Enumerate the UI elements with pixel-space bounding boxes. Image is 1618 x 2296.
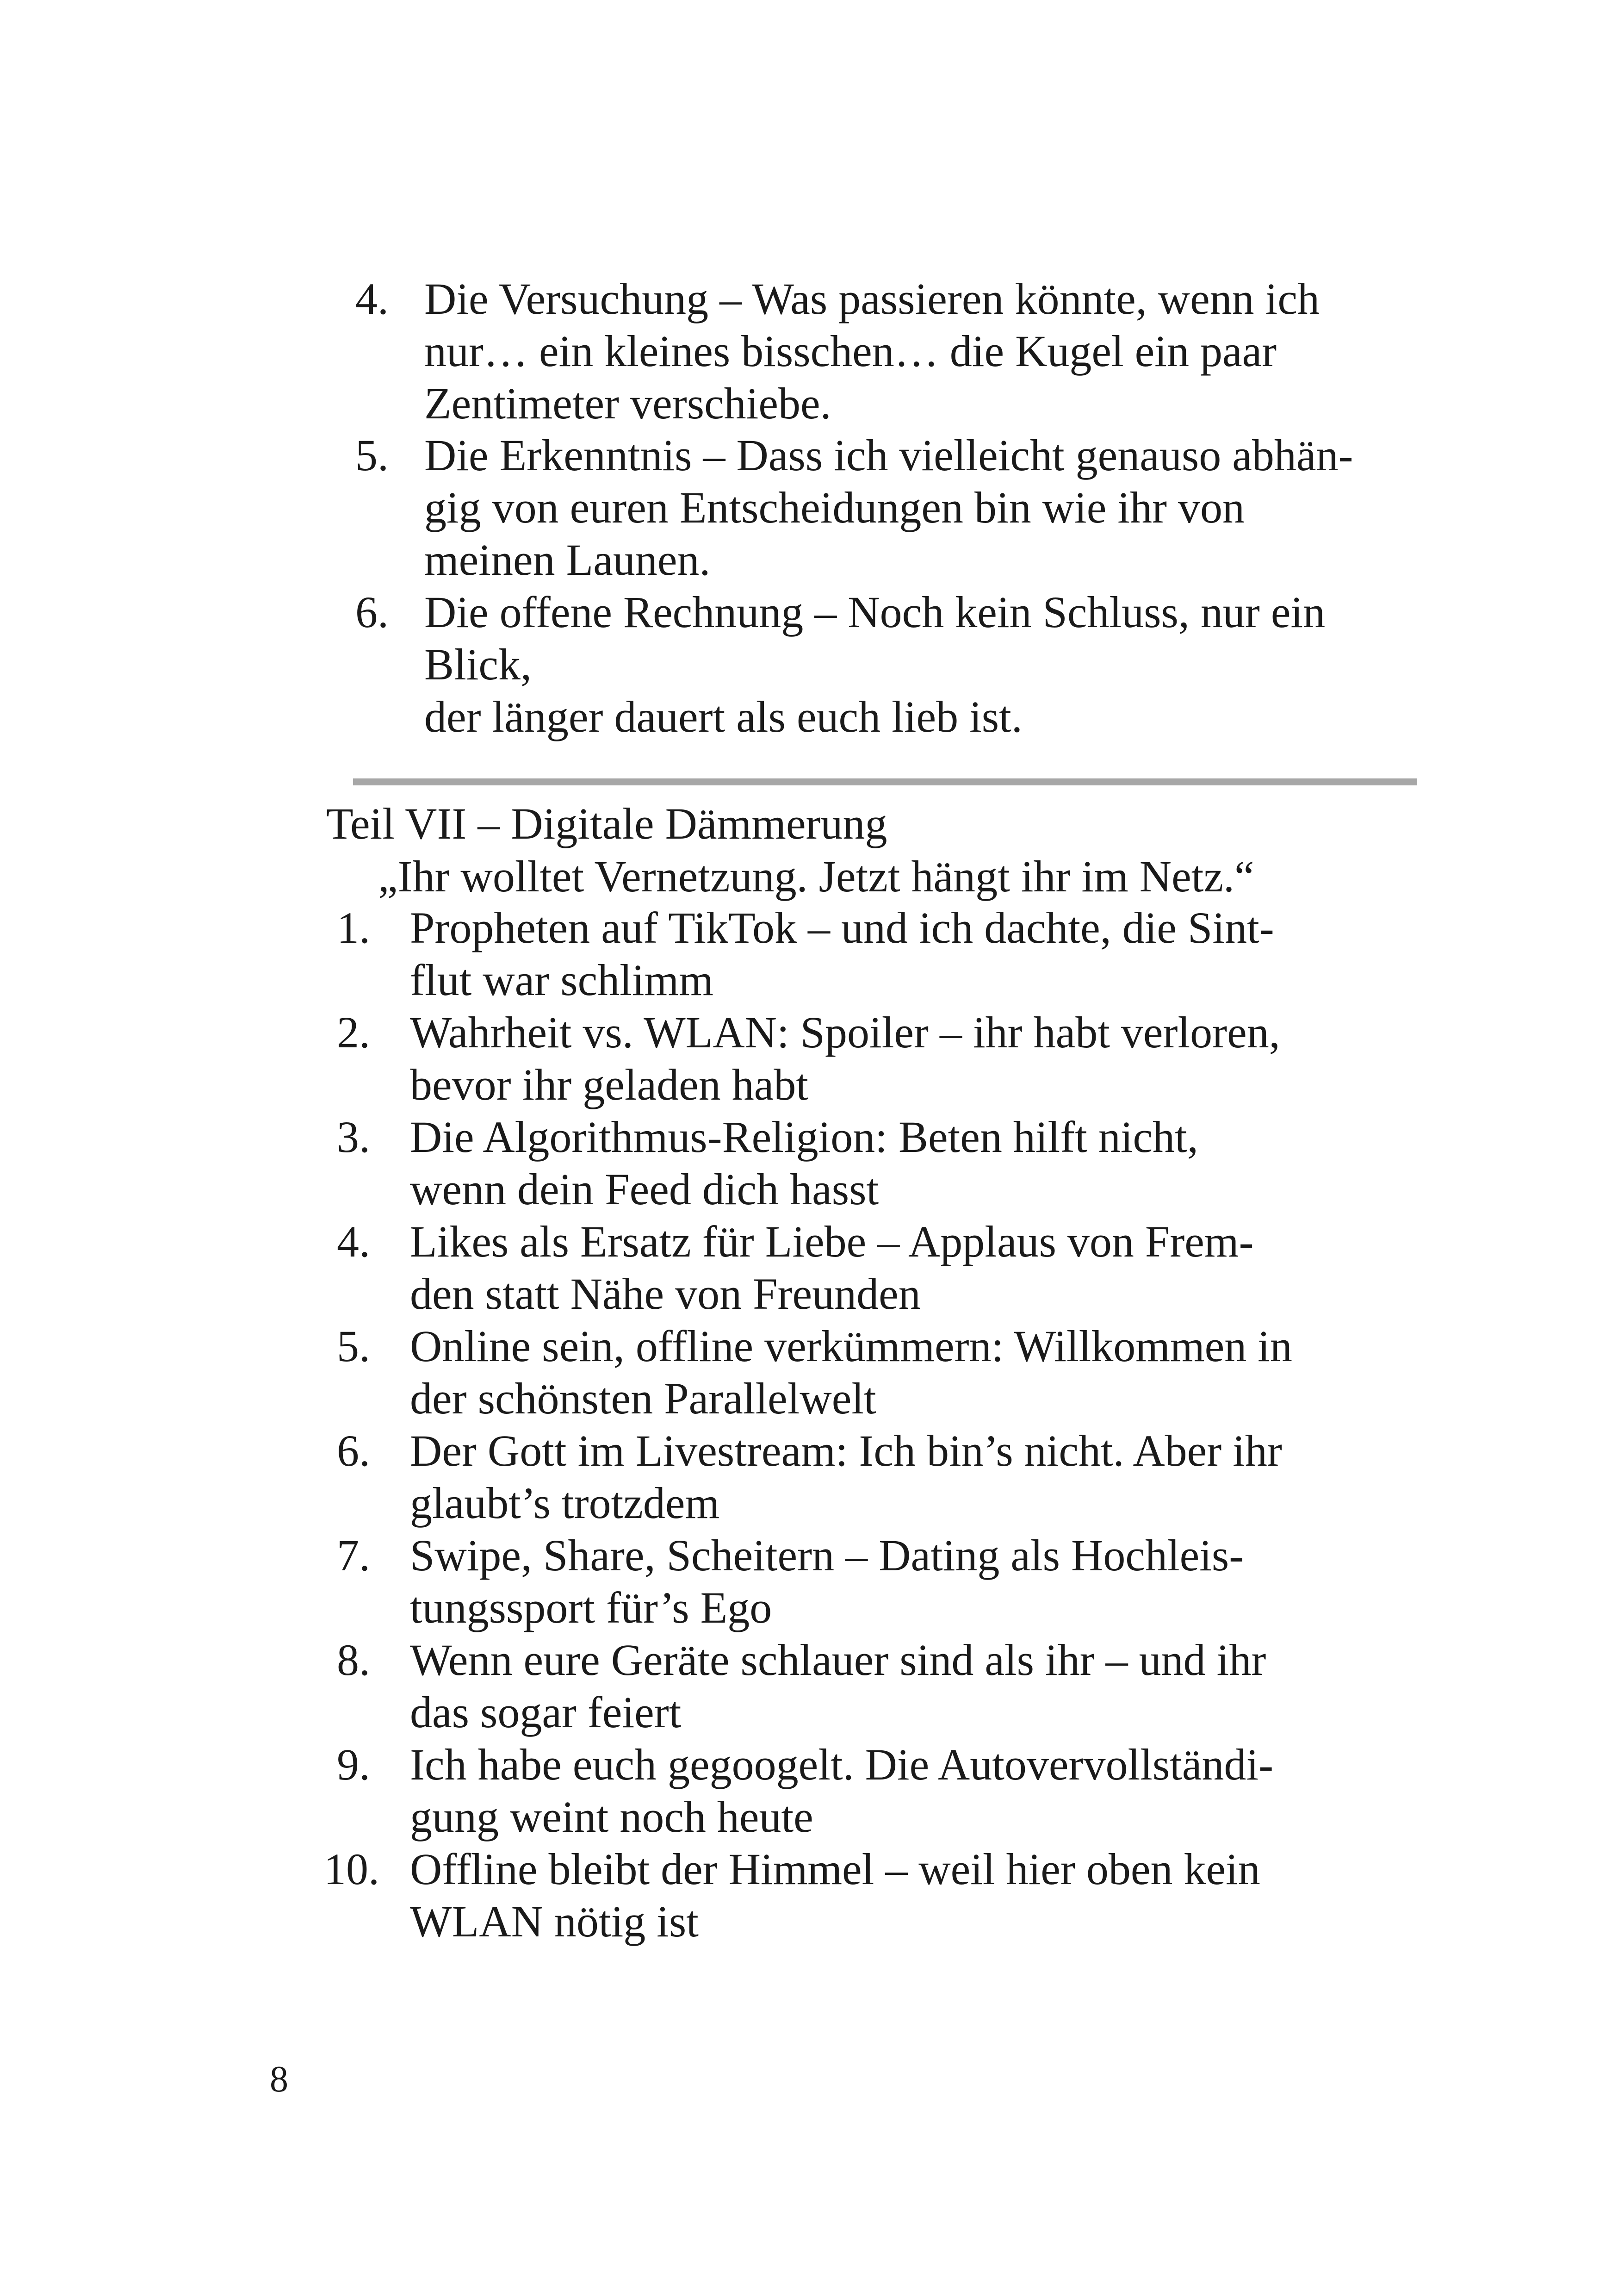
list-item-number: 6.	[355, 587, 389, 637]
list-item-number: 8.	[337, 1635, 370, 1685]
list-item-line: Die Algorithmus-Religion: Beten hilft nicht,	[410, 1112, 1198, 1162]
section-heading: Teil VII – Digitale Dämmerung	[326, 799, 887, 848]
list-item-line: Die Erkenntnis – Dass ich vielleicht genauso abhän-	[424, 430, 1353, 480]
list-item-line: nur… ein kleines bisschen… die Kugel ein paar	[424, 326, 1277, 376]
list-item-line: den statt Nähe von Freunden	[410, 1269, 921, 1319]
list-item-number: 4.	[337, 1217, 370, 1266]
list-item-number: 7.	[337, 1531, 370, 1580]
list-item-line: Swipe, Share, Scheitern – Dating als Hochleis-	[410, 1531, 1244, 1580]
list-item-line: Zentimeter verschiebe.	[424, 379, 831, 428]
list-item-number: 3.	[337, 1112, 370, 1162]
list-item-line: Wenn eure Geräte schlauer sind als ihr – und ihr	[410, 1635, 1266, 1685]
list-item-number: 9.	[337, 1740, 370, 1789]
page-number: 8	[270, 2059, 288, 2100]
list-item-number: 10.	[324, 1844, 379, 1894]
list-item-line: Offline bleibt der Himmel – weil hier oben kein	[410, 1844, 1260, 1894]
list-item-line: Die Versuchung – Was passieren könnte, wenn ich	[424, 274, 1320, 324]
list-item-line: der länger dauert als euch lieb ist.	[424, 692, 1023, 741]
epigraph: „Ihr wolltet Vernetzung. Jetzt hängt ihr im Netz.“	[378, 852, 1254, 901]
list-item-line: meinen Launen.	[424, 535, 711, 585]
list-item-line: Der Gott im Livestream: Ich bin’s nicht. Aber ihr	[410, 1426, 1282, 1475]
list-item-line: Wahrheit vs. WLAN: Spoiler – ihr habt verloren,	[410, 1008, 1280, 1057]
list-item-line: tungssport für’s Ego	[410, 1583, 772, 1632]
section-divider	[353, 778, 1417, 785]
list-item-line: wenn dein Feed dich hasst	[410, 1164, 879, 1214]
list-item-line: bevor ihr geladen habt	[410, 1060, 808, 1109]
list-item-number: 5.	[355, 430, 389, 480]
list-item-line: glaubt’s trotzdem	[410, 1478, 720, 1528]
list-item-number: 4.	[355, 274, 389, 324]
list-item-line: Blick,	[424, 640, 532, 689]
list-item-line: Online sein, offline verkümmern: Willkommen in	[410, 1321, 1292, 1371]
list-item-number: 1.	[337, 903, 370, 952]
list-item-line: das sogar feiert	[410, 1687, 682, 1737]
list-item-line: Die offene Rechnung – Noch kein Schluss, nur ein	[424, 587, 1326, 637]
list-item-number: 5.	[337, 1321, 370, 1371]
list-item-line: gung weint noch heute	[410, 1792, 813, 1842]
list-item-number: 6.	[337, 1426, 370, 1475]
list-item-line: gig von euren Entscheidungen bin wie ihr von	[424, 483, 1245, 532]
list-item-number: 2.	[337, 1008, 370, 1057]
list-item-line: Ich habe euch gegoogelt. Die Autovervollständi-	[410, 1740, 1274, 1789]
list-item-line: Likes als Ersatz für Liebe – Applaus von Frem-	[410, 1217, 1254, 1266]
list-item-line: Propheten auf TikTok – und ich dachte, die Sint-	[410, 903, 1274, 952]
list-item-line: der schönsten Parallelwelt	[410, 1374, 876, 1423]
list-item-line: flut war schlimm	[410, 955, 713, 1005]
list-item-line: WLAN nötig ist	[410, 1897, 699, 1946]
